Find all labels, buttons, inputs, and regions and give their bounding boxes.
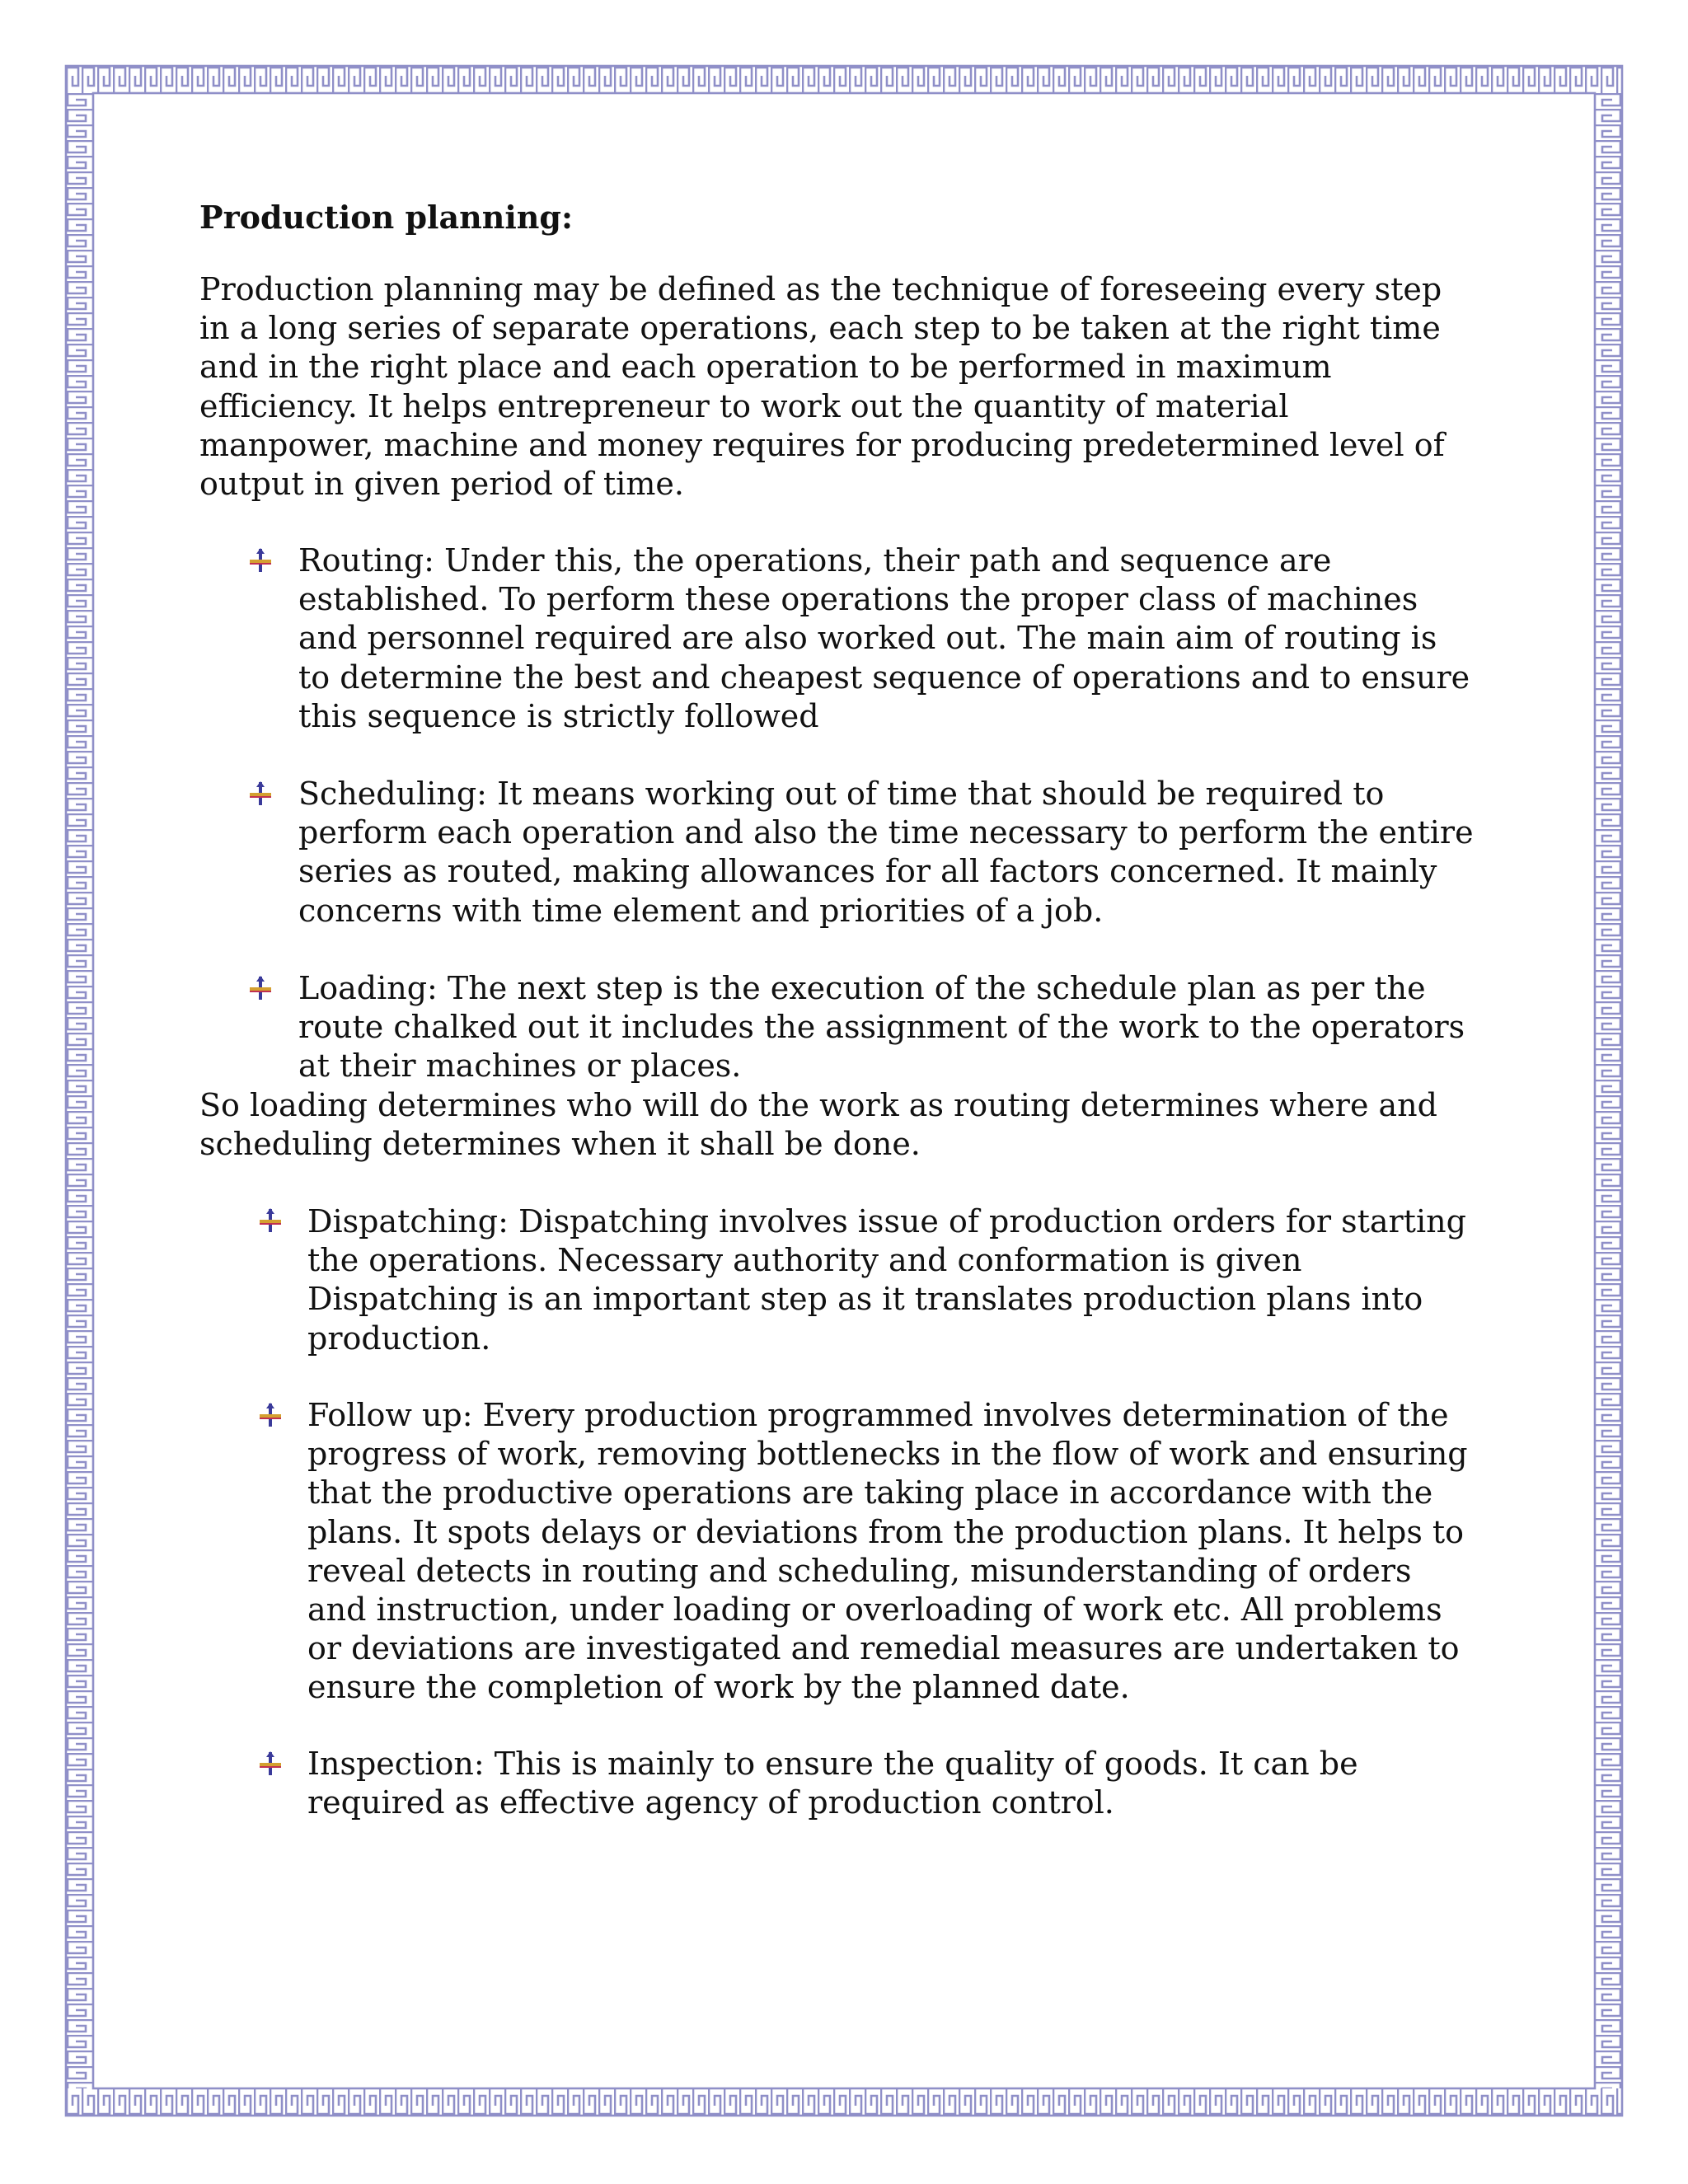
- arrow-plus-bullet-icon: [257, 1750, 284, 1777]
- arrow-plus-bullet-icon: [247, 780, 274, 807]
- bullet-text-inspection: Inspection: This is mainly to ensure the quality of goods. It can be required as effective agency of production control.: [307, 1746, 1358, 1821]
- loading-summary-paragraph: So loading determines who will do the work as routing determines where and scheduling determines when it shall be done.: [199, 1087, 1437, 1163]
- intro-paragraph: Production planning may be defined as the technique of foreseeing every step in a long series of separate operations, each step to be taken at the right time and in the right place and each operation to be performed in maximum efficiency. It helps entrepreneur to work out the quantity of material manpower, machine and money requires for producing predetermined level of output in given period of time.: [199, 271, 1445, 503]
- document-title: Production planning:: [199, 199, 574, 236]
- arrow-plus-bullet-icon: [257, 1207, 284, 1234]
- arrow-plus-bullet-icon: [247, 547, 274, 574]
- bullet-text-scheduling: Scheduling: It means working out of time that should be required to perform each operation and also the time necessary to perform the entire series as routed, making allowances for all factors concerned. It mainly concerns with time element and priorities of a job.: [298, 776, 1474, 929]
- bullet-text-loading: Loading: The next step is the execution of the schedule plan as per the route chalked out it includes the assignment of the work to the operators at their machines or places.: [298, 970, 1465, 1085]
- bullet-text-dispatching: Dispatching: Dispatching involves issue of production orders for starting the operations. Necessary authority and conformation is given Dispatching is an important step as it translates production plans into production.: [307, 1203, 1466, 1357]
- arrow-plus-bullet-icon: [247, 975, 274, 1001]
- arrow-plus-bullet-icon: [257, 1402, 284, 1428]
- bullet-text-routing: Routing: Under this, the operations, their path and sequence are established. To perform these operations the proper class of machines and personnel required are also worked out. The main aim of routing is to determine the best and cheapest sequence of operations and to ensure this sequence is strictly followed: [298, 542, 1470, 734]
- bullet-text-follow-up: Follow up: Every production programmed involves determination of the progress of work, removing bottlenecks in the flow of work and ensuring that the productive operations are taking place in accordance with the plans. It spots delays or deviations from the production plans. It helps to reveal detects in routing and scheduling, misunderstanding of orders and instruction, under loading or overloading of work etc. All problems or deviations are investigated and remedial measures are undertaken to ensure the completion of work by the planned date.: [307, 1397, 1468, 1706]
